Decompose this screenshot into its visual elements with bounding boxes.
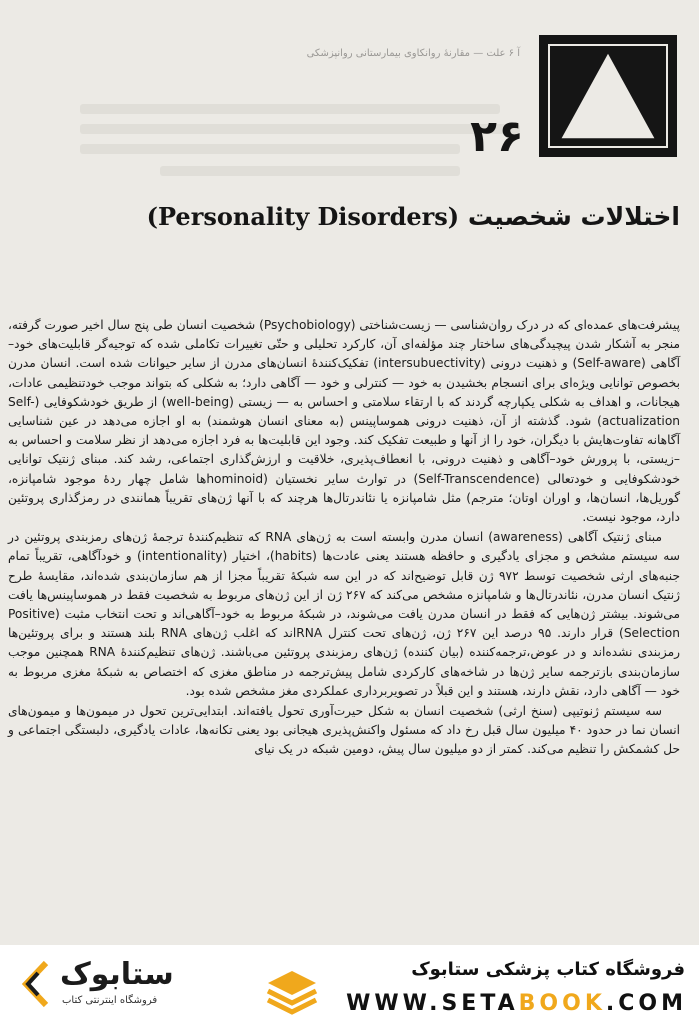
chapter-title-fa: اختلالات شخصیت: [467, 202, 680, 231]
logo-subtitle: فروشگاه اینترنتی کتاب: [62, 995, 158, 1006]
logo-wordmark: ستابوک: [60, 957, 174, 992]
shop-name: فروشگاه کتاب پزشکی ستابوک: [411, 959, 685, 980]
url-part: .COM: [605, 991, 687, 1016]
bleed-through-line: [160, 166, 460, 176]
chapter-emblem: [539, 35, 677, 157]
url-part: WWW.SETA: [346, 991, 519, 1016]
running-header: آ ۶ علت — مقارنۀ روانکاوی بیمارستانی روانپزشکی: [306, 48, 520, 59]
triangle-icon: [550, 46, 666, 146]
paragraph: پیشرفت‌های عمده‌ای که در درک روان‌شناسی — زیست‌شناختی (Psychobiology) شخصیت انسان طی پنج سال اخیر صورت گرفته، منجر به آشکار شدن پیچیدگی‌های ساختار چند مؤلفه‌ای آن، کارکرد تحلیلی و حتّی تغییرات تکاملی شده که توجیه‌گر قابلیت‌های خود–آگاهی (Self-aware) و ذهنیت درونی (intersubuectivity) تفکیک‌کنندۀ انسان‌های مدرن از سایر حیوانات شده است. انسان مدرن بخصوص توانایی ویژه‌ای برای انسجام بخشیدن به خود — کنترلی و خود — آگاهی دارد؛ به شکلی که بتواند موجب خودتنظیمی عادات، هیجانات، و اهداف به شکلی یکپارچه گردند که با ارتقاء سلامتی و احساس به — زیستی (well-being) از طریق خودشکوفایی (Self-actualization) شود. گذشته از آن، ذهنیت درونی هموساپینس (به معنای انسان هوشمند) به او اجازه می‌دهد در عین شناسایی آگاهانه تفاوت‌هایش با دیگران، خود را از آنها و طبیعت تفکیک کند. وجود این قابلیت‌ها به فرد اجازه می‌دهد از نظر سلامت و احساس به –زیستی، با پرورش خود–آگاهی و ذهنیت درونی، با انعطاف‌پذیری، خلاقیت و ارزش‌گذاری اجتماعی، رشد کند. مبنای ژنتیک توانایی خودشکوفایی و خودتعالی (Self-Transcendence) در توارث سایر نخستیان (hominoidها شامل چهار ردۀ موجود شامپانزه، گوریل‌ها، انسان‌ها، و اوران اوتان؛ مترجم) مثل شامپانزه یا نئاندرتال‌ها هرچند که با آنها ژن‌های تقریباً همانندی در رمزگذاری پروتئین دارد، موجود نیست.: [8, 318, 680, 525]
book-stack-icon: [264, 965, 320, 1021]
site-url-link[interactable]: [346, 991, 687, 1016]
chevron-logo-icon: [18, 959, 52, 1009]
paragraph: سه سیستم ژنوتیپی (سنخ ارثی) شخصیت انسان به شکل حیرت‌آوری تحول یافته‌اند. ابتدایی‌ترین تحول در میمون‌ها و میمون‌های انسان نما در حدود ۴۰ میلیون سال قبل رخ داد که مسئول واکنش‌پذیری هیجانی بود یعنی تکانه‌ها، عادات یادگیری، دلبستگی اجتماعی و حل کشمکش را تنظیم می‌کند. کمتر از دو میلیون سال پیش، دومین شبکه در یک نیای: [8, 704, 680, 757]
store-logo[interactable]: [18, 957, 318, 1013]
chapter-number: ۲۶: [470, 111, 524, 162]
bleed-through-line: [80, 104, 500, 114]
url-part-accent: BOOK: [518, 991, 606, 1016]
chapter-title: [146, 202, 680, 231]
paragraph: مبنای ژنتیک آگاهی (awareness) انسان مدرن وابسته است به ژن‌های RNA که تنظیم‌کنندۀ ترجمۀ ژن‌های رمزبندی پروتئین در سه سیستم مشخص و مجزای یادگیری و حافظه هستند یعنی عادت‌ها (habits)، اختیار (intentionality) و خودآگاهی، تقریباً تمام جنبه‌های ارثی شخصیت توسط ۹۷۲ ژن قابل توضیح‌اند که در این سه شبکۀ تقریباً مجزا از هم سازمان‌بندی شده‌اند، مقایسۀ طرح ژنتیک انسان مدرن، نئاندرتال‌ها و شامپانزه مشخص می‌کند که ۲۶۷ ژن از این ژن‌های مربوط به شخصیت فقط در هموساپینس‌ها یافت می‌شوند. بیشتر ژن‌هایی که فقط در انسان مدرن یافت می‌شوند، در شبکۀ مربوط به خود–آگاهی‌اند و تحت انتخاب مثبت (Positive Selection) قرار دارند. ۹۵ درصد این ۲۶۷ ژن، ژن‌های تحت کنترل RNAاند که اغلب ژن‌های RNA بلند هستند و برای پروتئین‌ها رمزبندی نشده‌اند و در عوض،ترجمه‌کننده (بیان کننده) ژن‌های رمزبندی پروتئین می‌باشند. ژن‌های تنظیم‌کنندۀ RNA همچنین موجب سازمان‌بندی بازترجمه سایر ژن‌ها در شاخه‌های کارکردی شامل پیش‌ترجمه در مناطق مغزی که اختصاص به شبکۀ مغزی مربوط به خود — آگاهی دارد، نقش دارند، هستند و این قبلاً در تصویربرداری عملکردی مغز مشخص شده بود.: [8, 530, 681, 698]
body-text: [8, 316, 680, 761]
store-banner[interactable]: [0, 945, 699, 1024]
chapter-title-en: (Personality Disorders): [146, 202, 460, 231]
bleed-through-line: [80, 144, 460, 154]
